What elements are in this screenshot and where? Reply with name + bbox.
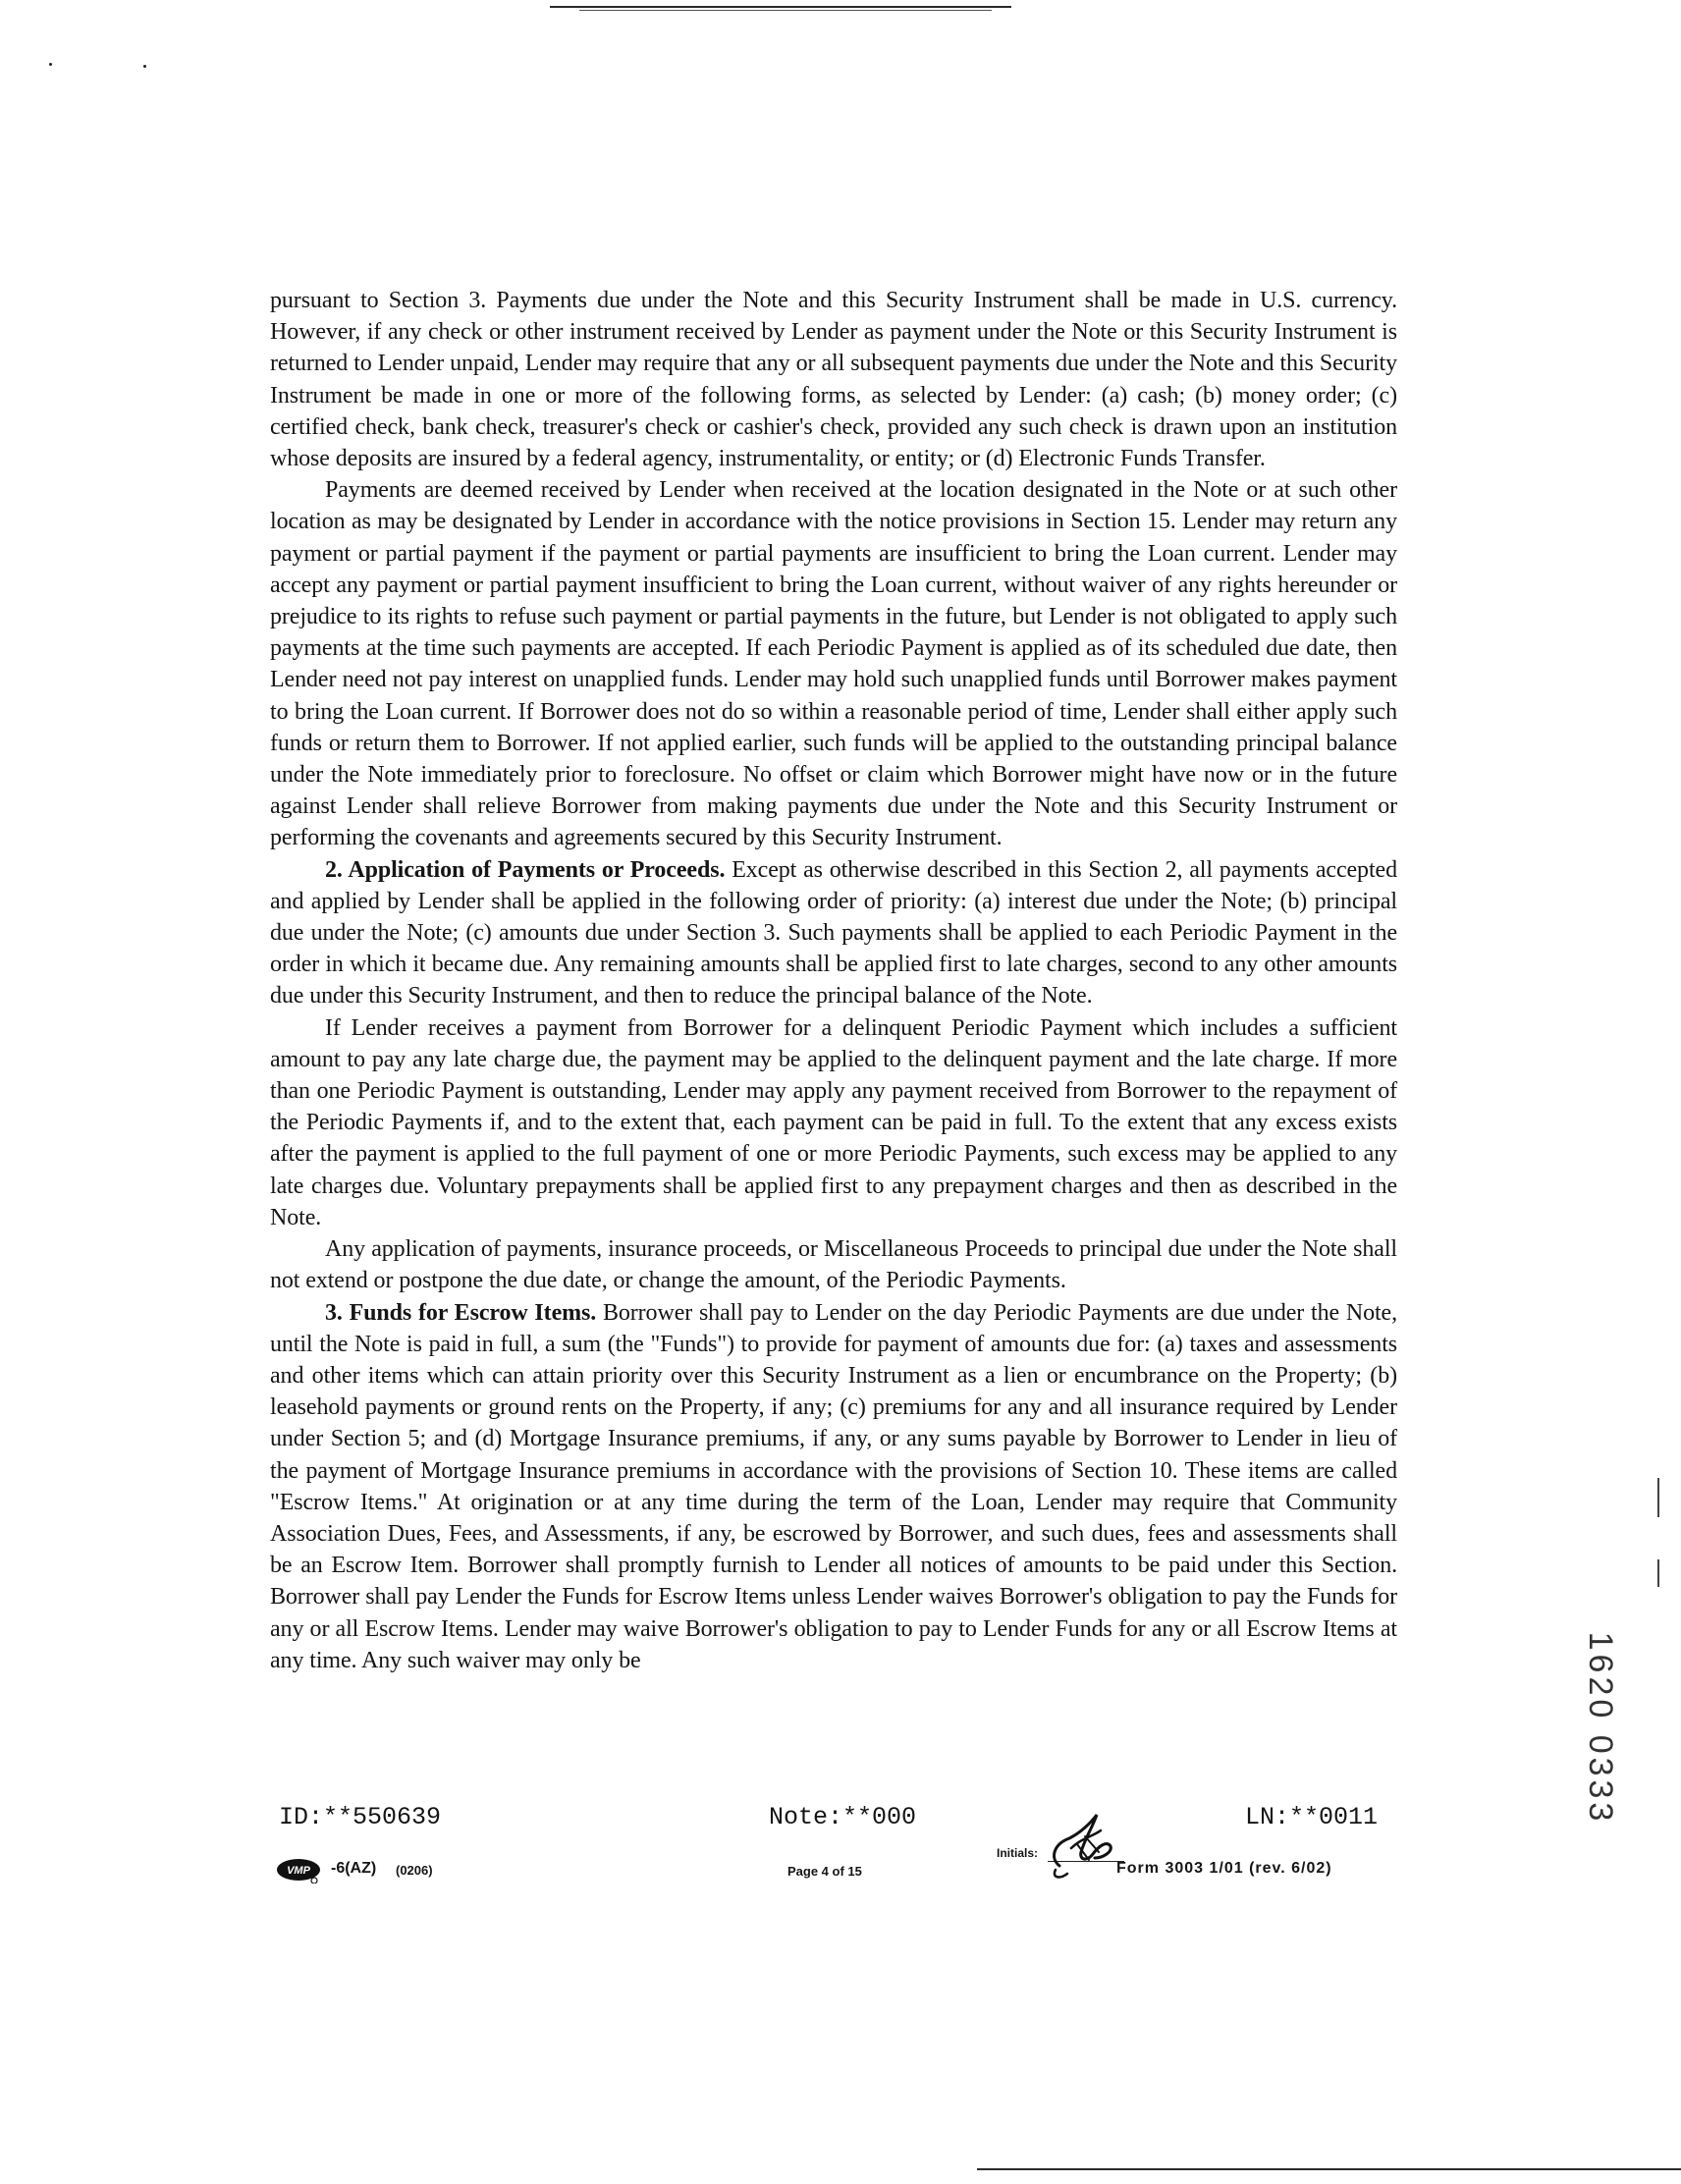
form-number: Form 3003 1/01 (rev. 6/02) — [1116, 1860, 1332, 1877]
section-heading: 3. Funds for Escrow Items. — [325, 1299, 597, 1326]
document-body — [270, 285, 1397, 1676]
paragraph-text: Except as otherwise described in this Section 2, all payments accepted and applied by Lender shall be applied in the following order of priority: (a) interest due under the Note; (b) principal due under the Note; (c) amounts due under Section 3. Such payments shall be applied to each Periodic Payment in the order in which it became due. Any remaining amounts shall be applied first to late charges, second to any other amounts due under this Security Instrument, and then to reduce the principal balance of the Note. — [270, 856, 1397, 1010]
paragraph-text: Payments are deemed received by Lender when received at the location designated in the Note or at such other location as may be designated by Lender in accordance with the notice provisions in Section 15. Lender may return any payment or partial payment if the payment or partial payments are insufficient to bring the Loan current. Lender may accept any payment or partial payment insufficient to bring the Loan current, without waiver of any rights hereunder or prejudice to its rights to refuse such payment or partial payments in the future, but Lender is not obligated to apply such payments at the time such payments are accepted. If each Periodic Payment is applied as of its scheduled due date, then Lender need not pay interest on unapplied funds. Lender may hold such unapplied funds until Borrower makes payment to bring the Loan current. If Borrower does not do so within a reasonable period of time, Lender shall either apply such funds or return them to Borrower. If not applied earlier, such funds will be applied to the outstanding principal balance under the Note immediately prior to foreclosure. No offset or claim which Borrower might have now or in the future against Lender shall relieve Borrower from making payments due under the Note and this Security Instrument or performing the covenants and agreements secured by this Security Instrument. — [270, 477, 1397, 851]
paragraph-application-of-proceeds — [270, 1233, 1397, 1296]
svg-text:VMP: VMP — [287, 1865, 310, 1877]
footer-note: Note:**000 — [769, 1803, 917, 1831]
paragraph-payments-received — [270, 474, 1397, 853]
scan-bottom-rule — [977, 2168, 1681, 2170]
paragraph-text: Any application of payments, insurance proceeds, or Miscellaneous Proceeds to principal due under the Note shall not extend or postpone the due date, or change the amount, of the Periodic Payments. — [270, 1236, 1397, 1294]
paragraph-delinquent-payment — [270, 1012, 1397, 1233]
recording-side-stamp — [1581, 1591, 1620, 1866]
section-2-application-of-payments — [270, 854, 1397, 1012]
scan-edge-mark — [1657, 1478, 1659, 1517]
initials-signature-icon — [1042, 1809, 1124, 1884]
footer-loan-number: LN:**0011 — [1245, 1803, 1379, 1831]
form-code-date: (0206) — [396, 1863, 433, 1878]
initials-label: Initials: — [997, 1846, 1039, 1860]
scan-speck — [49, 63, 52, 66]
scan-speck — [143, 65, 146, 68]
page-number: Page 4 of 15 — [787, 1864, 862, 1879]
paragraph-payments-currency — [270, 285, 1397, 474]
footer-identifiers — [270, 1803, 1397, 1836]
form-code: -6(AZ) — [331, 1860, 377, 1877]
section-heading: 2. Application of Payments or Proceeds. — [325, 856, 726, 883]
form-footer — [270, 1844, 1409, 1903]
scan-top-rule — [550, 6, 1011, 8]
scan-edge-mark — [1657, 1559, 1659, 1587]
paragraph-text: Borrower shall pay to Lender on the day Periodic Payments are due under the Note, until the Note is paid in full, a sum (the "Funds") to provide for payment of amounts due for: (a) taxes and assessments and other items which can attain priority over this Security Instrument as a lien or encumbrance on the Property; (b) leasehold payments or ground rents on the Property, if any; (c) premiums for any and all insurance required by Lender under Section 5; and (d) Mortgage Insurance premiums, if any, or any sums payable by Borrower to Lender in lieu of the payment of Mortgage Insurance premiums in accordance with the provisions of Section 10. These items are called "Escrow Items." At origination or at any time during the term of the Loan, Lender may require that Community Association Dues, Fees, and Assessments, if any, be escrowed by Borrower, and such dues, fees and assessments shall be an Escrow Item. Borrower shall promptly furnish to Lender all notices of amounts to be paid under this Section. Borrower shall pay Lender the Funds for Escrow Items unless Lender waives Borrower's obligation to pay the Funds for any or all Escrow Items. Lender may waive Borrower's obligation to pay to Lender Funds for any or all Escrow Items at any time. Any such waiver may only be — [270, 1299, 1397, 1673]
scan-top-rule-secondary — [579, 10, 992, 11]
side-stamp-text: 1620 0333 — [1582, 1631, 1619, 1826]
paragraph-text: pursuant to Section 3. Payments due under the Note and this Security Instrument shall be made in U.S. currency. However, if any check or other instrument received by Lender as payment under the Note or this Security Instrument is returned to Lender unpaid, Lender may require that any or all subsequent payments due under the Note and this Security Instrument be made in one or more of the following forms, as selected by Lender: (a) cash; (b) money order; (c) certified check, bank check, treasurer's check or cashier's check, provided any such check is drawn upon an institution whose deposits are insured by a federal agency, instrumentality, or entity; or (d) Electronic Funds Transfer. — [270, 288, 1397, 472]
paragraph-text: If Lender receives a payment from Borrower for a delinquent Periodic Payment which includes a sufficient amount to pay any late charge due, the payment may be applied to the delinquent payment and the late charge. If more than one Periodic Payment is outstanding, Lender may apply any payment received from Borrower to the repayment of the Periodic Payments if, and to the extent that, each payment can be paid in full. To the extent that any excess exists after the payment is applied to the full payment of one or more Periodic Payments, such excess may be applied to any late charges due. Voluntary prepayments shall be applied first to any prepayment charges and then as described in the Note. — [270, 1014, 1397, 1230]
vmp-logo-icon — [275, 1858, 332, 1884]
footer-id: ID:**550639 — [279, 1803, 442, 1831]
section-3-funds-for-escrow-items — [270, 1297, 1397, 1676]
